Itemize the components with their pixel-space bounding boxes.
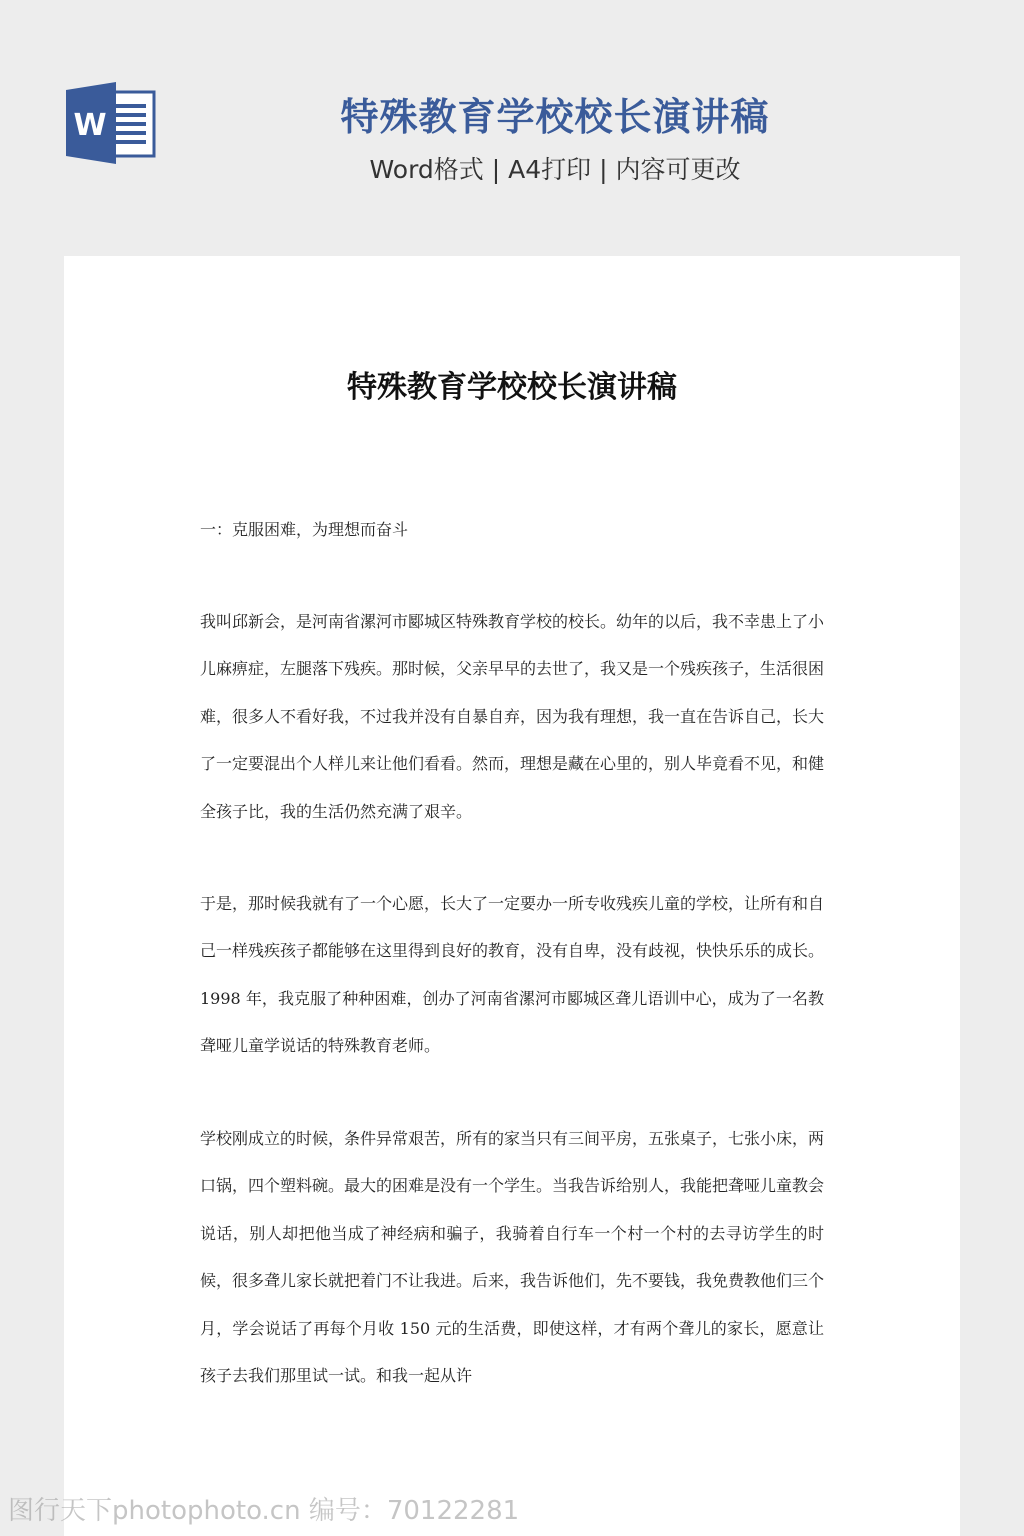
- word-document-icon: [66, 82, 156, 164]
- header-subtitle: Word格式 | A4打印 | 内容可更改: [369, 155, 741, 184]
- header-title: 特殊教育学校校长演讲稿: [340, 95, 770, 139]
- paragraph-3: 学校刚成立的时候，条件异常艰苦，所有的家当只有三间平房，五张桌子，七张小床，两口锅，四个塑料碗。最大的困难是没有一个学生。当我告诉给别人，我能把聋哑儿童教会说话，别人却把他当成了神经病和骗子，我骑着自行车一个村一个村的去寻访学生的时候，很多聋儿家长就把着门不让我进。后来，我告诉他们，先不要钱，我免费教他们三个月，学会说话了再每个月收 150 元的生活费，即使这样，才有两个聋儿的家长，愿意让孩子去我们那里试一试。和我一起从许: [200, 1129, 825, 1386]
- paragraph-2: 于是，那时候我就有了一个心愿，长大了一定要办一所专收残疾儿童的学校，让所有和自己一样残疾孩子都能够在这里得到良好的教育，没有自卑，没有歧视，快快乐乐的成长。1998 年，我克服了种种困难，创办了河南省漯河市郾城区聋儿语训中心，成为了一名教聋哑儿童学说话的特殊教育老师。: [200, 894, 825, 1056]
- word-icon-letter: W: [73, 108, 107, 143]
- section-heading: 一：克服困难，为理想而奋斗: [200, 520, 409, 539]
- document-page: [64, 256, 960, 1536]
- watermark: 图行天下photophoto.cn 编号：70122281: [8, 1496, 520, 1526]
- page-header: [0, 0, 1024, 256]
- document-title: 特殊教育学校校长演讲稿: [347, 370, 677, 405]
- paragraph-1: 我叫邱新会，是河南省漯河市郾城区特殊教育学校的校长。幼年的以后，我不幸患上了小儿麻痹症，左腿落下残疾。那时候，父亲早早的去世了，我又是一个残疾孩子，生活很困难，很多人不看好我，不过我并没有自暴自弃，因为我有理想，我一直在告诉自己，长大了一定要混出个人样儿来让他们看看。然而，理想是藏在心里的，别人毕竟看不见，和健全孩子比，我的生活仍然充满了艰辛。: [200, 612, 825, 821]
